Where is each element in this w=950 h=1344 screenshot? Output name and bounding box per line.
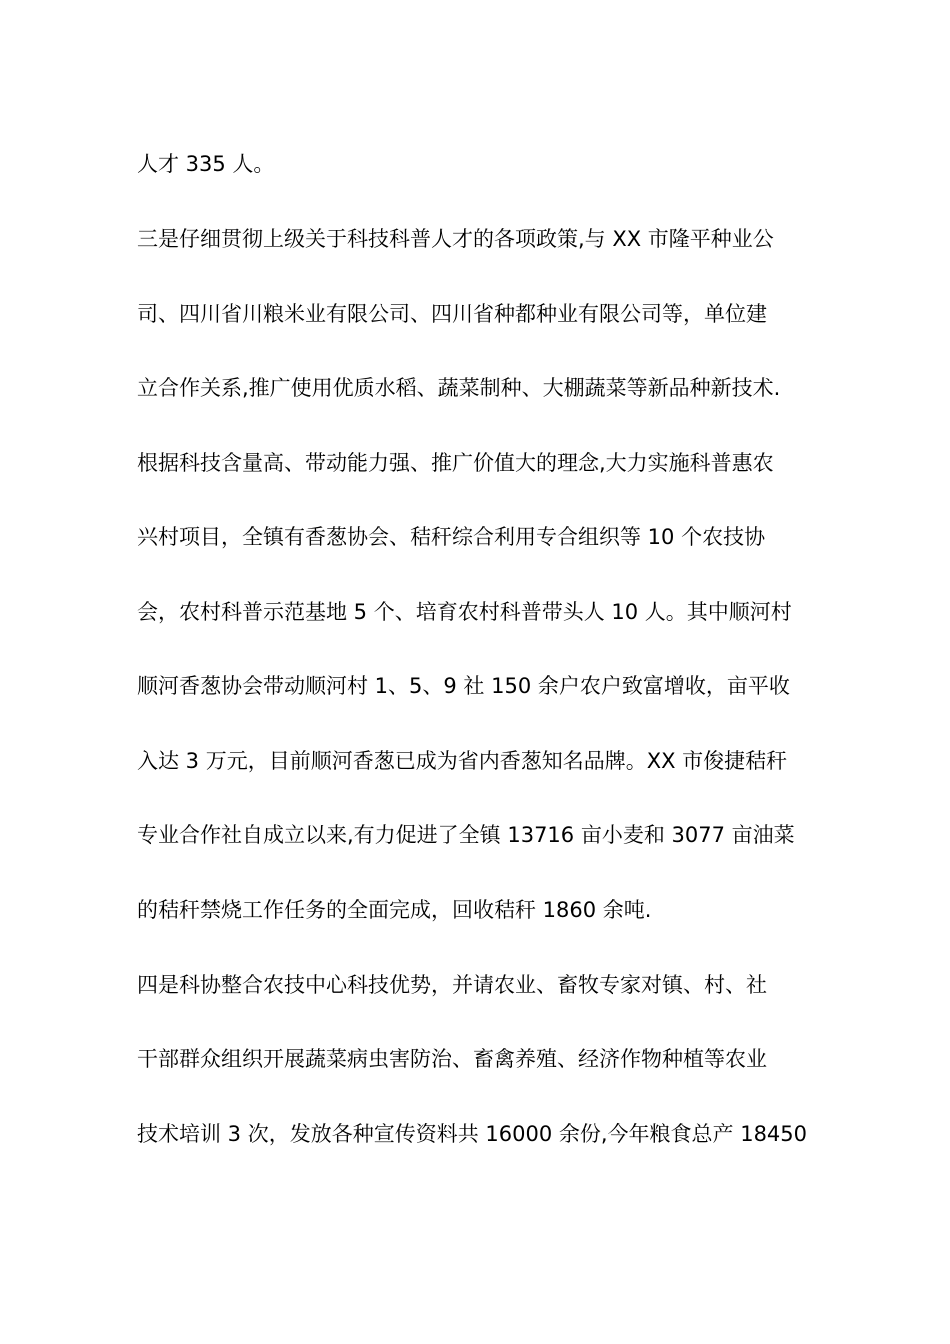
text-line: 的秸秆禁烧工作任务的全面完成，回收秸秆 1860 余吨. (137, 898, 652, 922)
text-line: 兴村项目，全镇有香葱协会、秸秆综合利用专合组织等 10 个农技协 (137, 525, 766, 549)
text-line: 顺河香葱协会带动顺河村 1、5、9 社 150 余户农户致富增收，亩平收 (137, 674, 790, 698)
text-line: 技术培训 3 次，发放各种宣传资料共 16000 余份,今年粮食总产 18450 (137, 1122, 808, 1146)
text-line: 司、四川省川粮米业有限公司、四川省种都种业有限公司等，单位建 (137, 302, 767, 326)
text-line: 专业合作社自成立以来,有力促进了全镇 13716 亩小麦和 3077 亩油菜 (137, 823, 795, 847)
text-line: 入达 3 万元，目前顺河香葱已成为省内香葱知名品牌。XX 市俊捷秸秆 (137, 749, 788, 773)
text-line: 会，农村科普示范基地 5 个、培育农村科普带头人 10 人。其中顺河村 (137, 600, 792, 624)
text-line: 立合作关系,推广使用优质水稻、蔬菜制种、大棚蔬菜等新品种新技术. (137, 376, 781, 400)
text-line: 四是科协整合农技中心科技优势，并请农业、畜牧专家对镇、村、社 (137, 973, 767, 997)
text-line: 三是仔细贯彻上级关于科技科普人才的各项政策,与 XX 市隆平种业公 (137, 227, 774, 251)
text-line: 干部群众组织开展蔬菜病虫害防治、畜禽养殖、经济作物种植等农业 (137, 1047, 767, 1071)
text-line: 人才 335 人。 (137, 152, 275, 176)
text-line: 根据科技含量高、带动能力强、推广价值大的理念,大力实施科普惠农 (137, 451, 774, 475)
